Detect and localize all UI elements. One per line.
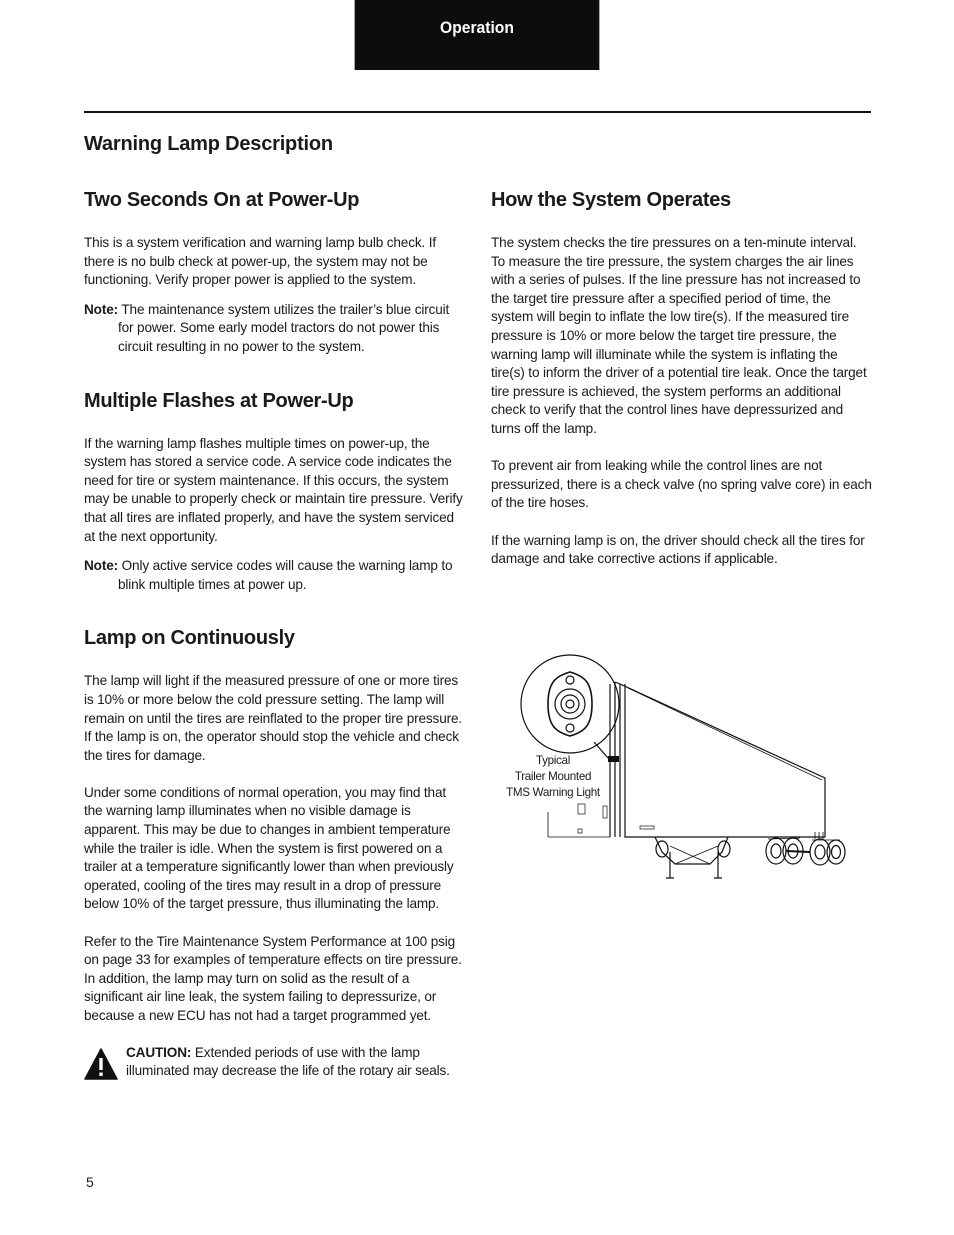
header-rule [84,111,871,113]
heading-multiple-flashes: Multiple Flashes at Power-Up [84,389,354,412]
note-active-codes [84,557,466,594]
heading-two-seconds: Two Seconds On at Power-Up [84,189,360,211]
paragraph-system-checks: The system checks the tire pressures on a ten-minute interval. To measure the tire pressure, the system charges the air lines with a series of pulses. If the line pressure has not increased to the target tire pressure after a specified period of time, the system will begin to inflate the low tire(s). If the measured tire pressure is 10% or more below the target tire pressure, the warning lamp will illuminate while the system is inflating the tire(s) to inform the driver of a potential tire leak. Once the target tire pressure is achieved, the system performs an additional check to verify that the control lines have depressurized and turns off the lamp. [491,235,867,436]
caution-triangle-icon [84,1048,118,1080]
caution-text: Extended periods of use with the lamp illuminated may decrease the life of the rotary air seals. [126,1044,450,1079]
paragraph-driver-check: If the warning lamp is on, the driver should check all the tires for damage and take corrective actions if applicable. [491,532,865,567]
section-tab-label: Operation [440,18,514,37]
heading-lamp-continuous: Lamp on Continuously [84,627,295,650]
page-title: Warning Lamp Description [84,133,333,155]
figure-caption [500,753,606,801]
figure-caption-line2: Trailer Mounted [514,770,592,783]
paragraph-bulb-check: This is a system verification and warning lamp bulb check. If there is no bulb check at power-up, the system may not be functioning. Verify proper power is applied to the system. [84,235,436,288]
paragraph-check-valve: To prevent air from leaking while the control lines are not pressurized, there is a check valve (no spring valve core) in each of the tire hoses. [491,458,872,511]
paragraph-lamp-light: The lamp will light if the measured pressure of one or more tires is 10% or more below the cold pressure setting. The lamp will remain on until the tires are reinflated to the proper tire pressure. If the lamp is on, the operator should stop the vehicle and check the tires for damage. [84,673,463,763]
note-text: The maintenance system utilizes the trailer’s blue circuit for power. Some early model tractors do not power this circuit resulting in no power to the system. [118,301,450,354]
note-text: Only active service codes will cause the warning lamp to blink multiple times at power up. [118,558,453,592]
heading-system-operates: How the System Operates [491,189,731,211]
right-column [491,186,873,569]
caution-block [84,1044,466,1081]
note-blue-circuit [84,301,466,357]
caution-label: CAUTION: [126,1044,192,1060]
paragraph-service-code: If the warning lamp flashes multiple times on power-up, the system has stored a service code. A service code indicates the need for tire or system maintenance. If this occurs, the system may be unable to properly check or maintain tire pressure. Verify that all tires are inflated properly, and have the system serviced at the next opportunity. [84,435,463,544]
figure-caption-line1: Typical [536,754,570,767]
section-tab [355,0,600,70]
page-number: 5 [86,1174,94,1190]
caution-text-block [126,1044,466,1081]
paragraph-normal-operation: Under some conditions of normal operation, you may find that the warning lamp illuminates when no visible damage is apparent. This may be due to changes in ambient temperature while the trailer is idle. When the system is first powered on a trailer at a temperature significantly lower than when previously operated, cooling of the tires may result in a drop of pressure below 10% of the target pressure, thus illuminating the lamp. [84,784,454,912]
note-label: Note: [84,558,118,574]
paragraph-refer-performance: Refer to the Tire Maintenance System Performance at 100 psig on page 33 for examples of temperature effects on tire pressure. In addition, the lamp may turn on solid as the result of a significant air line leak, the system failing to depressurize, or because a new ECU has not had a target programmed yet. [84,933,462,1023]
note-label: Note: [84,301,118,317]
figure-caption-line3: TMS Warning Light [506,786,600,799]
left-column [84,186,466,1081]
